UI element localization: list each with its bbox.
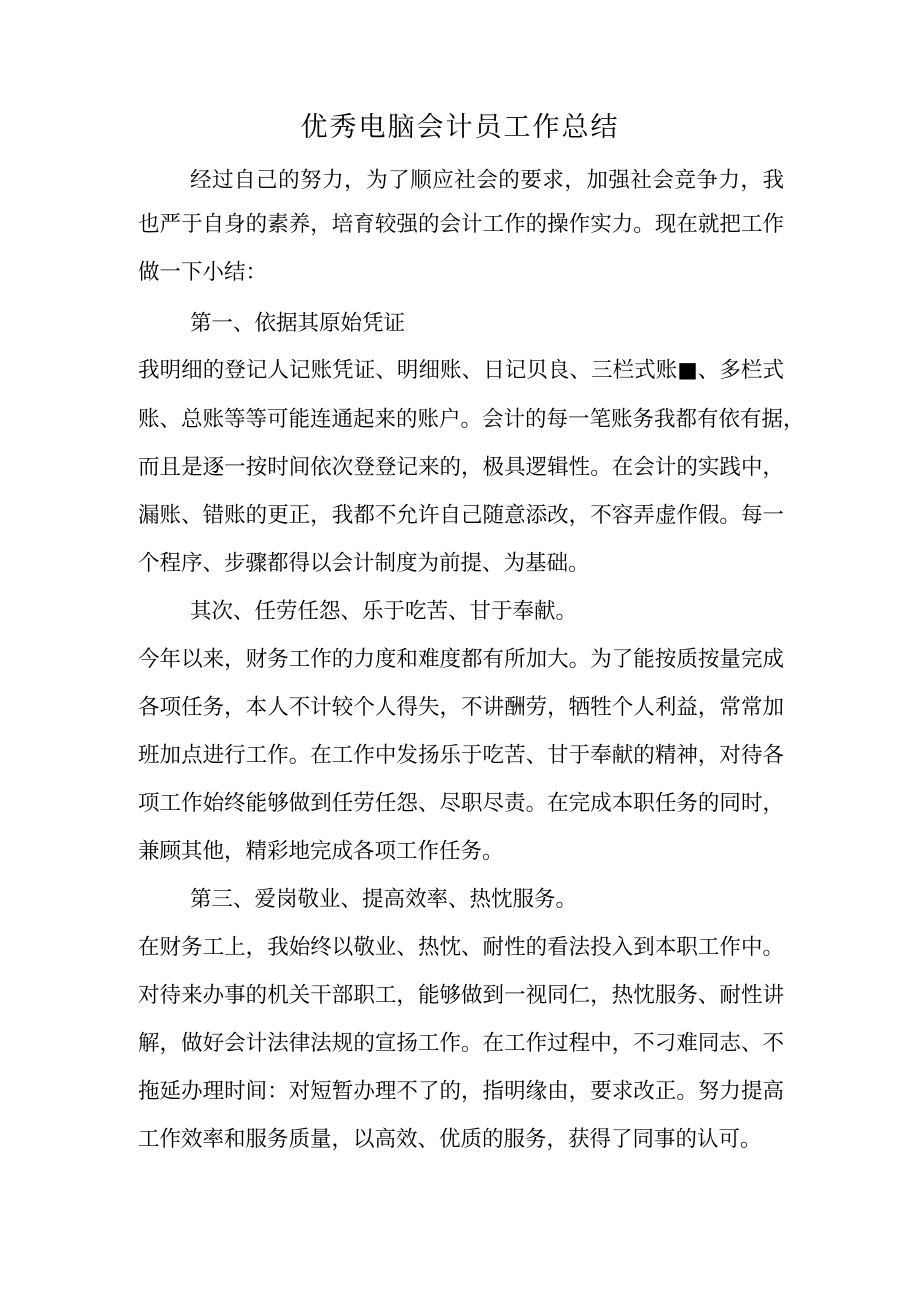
paragraph-line: 也严于自身的素养，培育较强的会计工作的操作实力。现在就把工作 — [138, 212, 784, 237]
paragraph-line: 工作效率和服务质量，以高效、优质的服务，获得了同事的认可。 — [138, 1127, 762, 1152]
paragraph-line: 拖延办理时间：对短暂办理不了的，指明缘由，要求改正。努力提高 — [138, 1079, 784, 1104]
paragraph-line: 个程序、步骤都得以会计制度为前提、为基础。 — [138, 551, 590, 576]
paragraph-line: 漏账、错账的更正，我都不允许自己随意添改，不容弄虚作假。每一 — [138, 503, 784, 528]
paragraph-line: 解，做好会计法律法规的宣扬工作。在工作过程中，不刁难同志、不 — [138, 1031, 784, 1056]
paragraph-line: 对待来办事的机关干部职工，能够做到一视同仁，热忱服务、耐性讲 — [138, 983, 784, 1008]
paragraph-line: 兼顾其他，精彩地完成各项工作任务。 — [138, 839, 504, 864]
paragraph-line: 在财务工上，我始终以敬业、热忱、耐性的看法投入到本职工作中。 — [138, 935, 784, 960]
paragraph-line: 班加点进行工作。在工作中发扬乐于吃苦、甘于奉献的精神，对待各 — [138, 743, 784, 768]
paragraph-line: 账、总账等等可能连通起来的账户。会计的每一笔账务我都有依有据， — [138, 407, 805, 432]
section-heading: 第一、依据其原始凭证 — [190, 311, 406, 336]
paragraph-line: 而且是逐一按时间依次登登记来的，极具逻辑性。在会计的实践中， — [138, 455, 784, 480]
document-title: 优秀电脑会计员工作总结 — [300, 112, 620, 143]
section-heading: 其次、任劳任怨、乐于吃苦、甘于奉献。 — [190, 599, 578, 624]
paragraph-line: 今年以来，财务工作的力度和难度都有所加大。为了能按质按量完成 — [138, 647, 784, 672]
paragraph-line: 我明细的登记人记账凭证、明细账、日记贝良、三栏式账■、多栏式 — [138, 358, 784, 383]
paragraph-line: 项工作始终能够做到任劳任怨、尽职尽责。在完成本职任务的同时， — [138, 791, 784, 816]
paragraph-line: 经过自己的努力，为了顺应社会的要求，加强社会竞争力，我 — [190, 168, 784, 193]
section-heading: 第三、爱岗敬业、提高效率、热忱服务。 — [190, 887, 578, 912]
paragraph-line: 各项任务，本人不计较个人得失，不讲酬劳，牺牲个人利益，常常加 — [138, 695, 784, 720]
paragraph-line: 做一下小结： — [138, 260, 268, 285]
